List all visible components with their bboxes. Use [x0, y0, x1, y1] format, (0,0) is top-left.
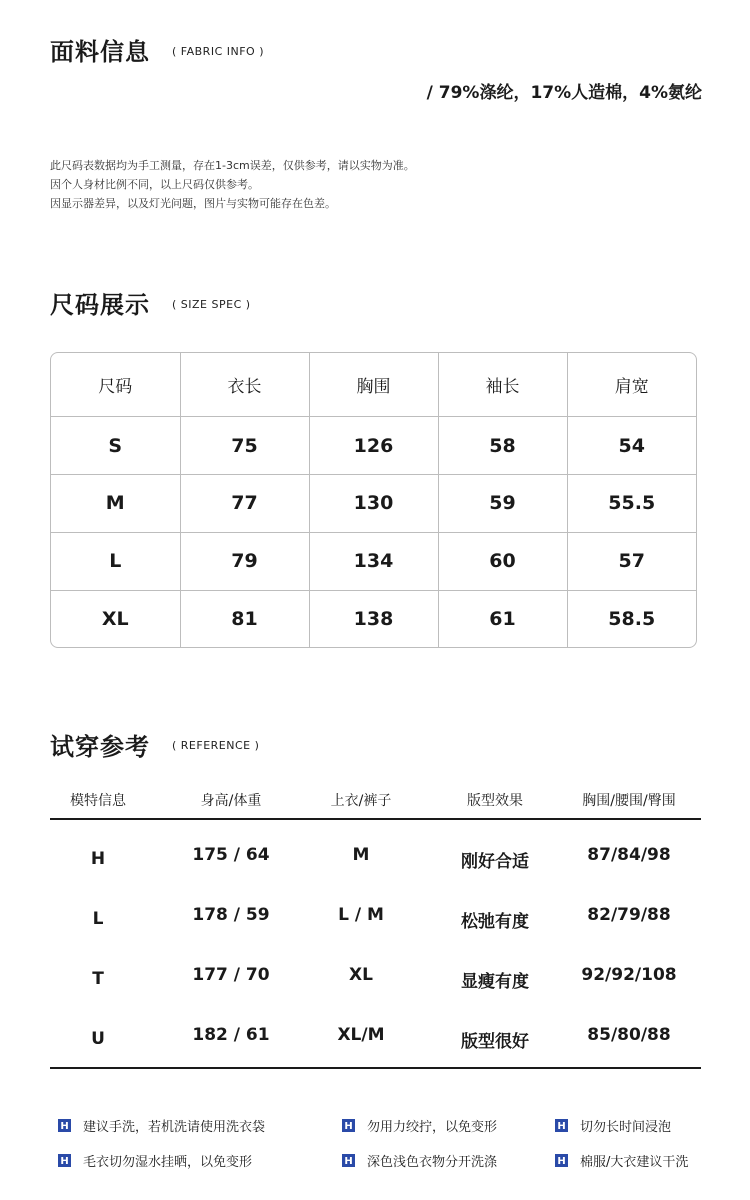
table-row	[50, 1025, 701, 1085]
size-cell: 75	[180, 417, 309, 475]
size-spec-title: 尺码展示	[50, 291, 150, 319]
size-cell: 55.5	[567, 475, 696, 533]
care-item	[342, 1151, 497, 1170]
fabric-subtitle: ( FABRIC INFO )	[172, 45, 264, 58]
reference-subtitle: ( REFERENCE )	[172, 739, 260, 752]
measurements-cell: 87/84/98	[587, 845, 671, 865]
care-h-icon: H	[342, 1119, 355, 1132]
size-cell: 138	[309, 590, 438, 647]
size-header-cell: 肩宽	[567, 353, 696, 417]
size-table	[50, 352, 697, 648]
top-bottom-size-cell: M	[352, 845, 370, 865]
care-h-icon: H	[555, 1154, 568, 1167]
size-cell: 130	[309, 475, 438, 533]
size-table-header	[51, 353, 696, 417]
note-line: 因个人身材比例不同，以上尺码仅供参考。	[50, 178, 259, 191]
height-weight-cell: 175 / 64	[192, 845, 270, 865]
reference-table-bottom-rule	[50, 1067, 701, 1069]
table-row	[51, 417, 696, 475]
size-header-cell: 胸围	[309, 353, 438, 417]
reference-header-cell: 模特信息	[70, 793, 126, 809]
care-item	[342, 1116, 497, 1135]
note-line: 因显示器差异，以及灯光问题，图片与实物可能存在色差。	[50, 197, 336, 210]
fit-effect-cell: 松弛有度	[461, 912, 529, 932]
size-cell: 60	[438, 532, 567, 590]
model-cell: T	[92, 969, 104, 989]
size-cell: S	[51, 417, 180, 475]
size-cell: 59	[438, 475, 567, 533]
care-item	[555, 1151, 688, 1170]
size-header-cell: 尺码	[51, 353, 180, 417]
model-cell: H	[90, 849, 106, 869]
height-weight-cell: 182 / 61	[192, 1025, 270, 1045]
care-h-icon: H	[58, 1154, 71, 1167]
reference-header-cell: 身高/体重	[200, 793, 262, 809]
reference-header-cell: 胸围/腰围/臀围	[582, 793, 676, 809]
size-cell: 61	[438, 590, 567, 647]
size-header-cell: 衣长	[180, 353, 309, 417]
care-item-label: 切勿长时间浸泡	[580, 1120, 672, 1135]
measurements-cell: 92/92/108	[581, 965, 677, 985]
reference-title: 试穿参考	[50, 733, 150, 761]
note-line: 此尺码表数据均为手工测量，存在1-3cm误差，仅供参考，请以实物为准。	[50, 159, 415, 172]
table-row	[51, 475, 696, 533]
size-cell: M	[51, 475, 180, 533]
care-item-label: 建议手洗，若机洗请使用洗衣袋	[83, 1120, 266, 1135]
measurements-cell: 82/79/88	[587, 905, 671, 925]
size-cell: L	[51, 532, 180, 590]
reference-table-header	[50, 788, 701, 820]
table-row	[50, 965, 701, 1025]
care-item	[58, 1116, 265, 1135]
height-weight-cell: 177 / 70	[192, 965, 270, 985]
size-cell: 134	[309, 532, 438, 590]
top-bottom-size-cell: XL/M	[337, 1025, 385, 1045]
fabric-title: 面料信息	[50, 38, 150, 66]
size-cell: XL	[51, 590, 180, 647]
model-cell: U	[91, 1029, 105, 1049]
reference-header-cell: 版型效果	[467, 793, 523, 809]
reference-header-cell: 上衣/裤子	[330, 793, 392, 809]
height-weight-cell: 178 / 59	[192, 905, 270, 925]
care-item	[555, 1116, 671, 1135]
size-cell: 58	[438, 417, 567, 475]
care-item-label: 棉服/大衣建议干洗	[580, 1155, 689, 1170]
size-cell: 126	[309, 417, 438, 475]
size-cell: 79	[180, 532, 309, 590]
top-bottom-size-cell: L / M	[338, 905, 384, 925]
top-bottom-size-cell: XL	[349, 965, 373, 985]
size-spec-subtitle: ( SIZE SPEC )	[172, 298, 251, 311]
size-cell: 77	[180, 475, 309, 533]
care-item	[58, 1151, 252, 1170]
size-cell: 81	[180, 590, 309, 647]
care-h-icon: H	[555, 1119, 568, 1132]
table-row	[50, 845, 701, 905]
care-h-icon: H	[342, 1154, 355, 1167]
table-row	[51, 590, 696, 647]
size-cell: 57	[567, 532, 696, 590]
table-row	[50, 905, 701, 965]
measurements-cell: 85/80/88	[587, 1025, 671, 1045]
care-item-label: 深色浅色衣物分开洗涤	[367, 1155, 498, 1170]
fit-effect-cell: 版型很好	[461, 1032, 529, 1052]
fit-effect-cell: 显瘦有度	[461, 972, 529, 992]
care-item-label: 毛衣切勿湿水挂晒，以免变形	[83, 1155, 253, 1170]
size-cell: 58.5	[608, 607, 656, 630]
care-item-label: 勿用力绞拧，以免变形	[367, 1120, 498, 1135]
fit-effect-cell: 刚好合适	[461, 852, 529, 872]
care-h-icon: H	[58, 1119, 71, 1132]
size-header-cell: 袖长	[438, 353, 567, 417]
fabric-composition: / 79%涤纶，17%人造棉，4%氨纶	[426, 83, 702, 103]
model-cell: L	[92, 909, 104, 929]
size-cell: 54	[567, 417, 696, 475]
measurement-notes	[50, 156, 415, 213]
table-row	[51, 532, 696, 590]
